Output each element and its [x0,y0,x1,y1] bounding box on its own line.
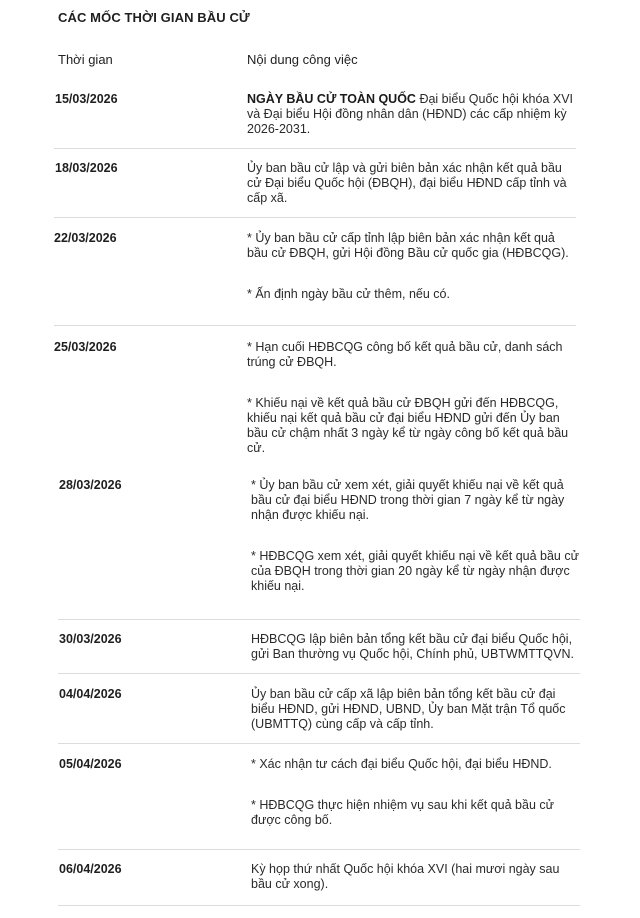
row-date: 22/03/2026 [54,231,117,245]
table-header [0,52,640,72]
row-date: 25/03/2026 [54,340,117,354]
row-content [247,231,577,302]
row-date: 05/04/2026 [59,757,122,771]
row-date: 28/03/2026 [59,478,122,492]
row-paragraph: * Ấn định ngày bầu cử thêm, nếu có. [247,287,450,301]
column-header-content: Nội dung công việc [247,52,358,67]
row-paragraph: * HĐBCQG xem xét, giải quyết khiếu nại về kết quả bầu cử của ĐBQH trong thời gian 20 ngày kể từ ngày nhận được khiếu nại. [251,549,579,593]
row-lead: NGÀY BẦU CỬ TOÀN QUỐC [247,92,416,106]
row-content [247,161,577,206]
divider [58,619,580,620]
row-paragraph: * HĐBCQG thực hiện nhiệm vụ sau khi kết quả bầu cử được công bố. [251,798,554,827]
row-content [251,687,581,732]
divider [58,849,580,850]
row-content [251,478,581,594]
row-date: 06/04/2026 [59,862,122,876]
row-paragraph: Kỳ họp thứ nhất Quốc hội khóa XVI (hai mươi ngày sau bầu cử xong). [251,862,560,891]
divider [54,217,576,218]
row-date: 30/03/2026 [59,632,122,646]
row-date: 15/03/2026 [55,92,118,106]
row-paragraph: * Ủy ban bầu cử xem xét, giải quyết khiếu nại về kết quả bầu cử đại biểu HĐND trong thời gian 7 ngày kể từ ngày nhận được khiếu nại. [251,478,565,522]
row-paragraph: Ủy ban bầu cử cấp xã lập biên bản tổng kết bầu cử đại biểu HĐND, gửi HĐND, UBND, Ủy ban Mặt trận Tổ quốc (UBMTTQ) cùng cấp và cấp tỉnh. [251,687,566,731]
row-content [247,340,577,456]
page-title: CÁC MỐC THỜI GIAN BẦU CỬ [58,10,250,25]
row-paragraph: Đại biểu Quốc hội khóa XVI và Đại biểu Hội đồng nhân dân (HĐND) các cấp nhiệm kỳ 2026-2031. [247,92,574,136]
row-paragraph: * Khiếu nại về kết quả bầu cử ĐBQH gửi đến HĐBCQG, khiếu nại kết quả bầu cử đại biểu HĐND gửi đến Ủy ban bầu cử chậm nhất 3 ngày kể từ ngày công bố kết quả bầu cử. [247,396,569,455]
row-paragraph: * Ủy ban bầu cử cấp tỉnh lập biên bản xác nhận kết quả bầu cử ĐBQH, gửi Hội đồng Bầu cử quốc gia (HĐBCQG). [247,231,569,260]
row-date: 04/04/2026 [59,687,122,701]
row-paragraph: HĐBCQG lập biên bản tổng kết bầu cử đại biểu Quốc hội, gửi Ban thường vụ Quốc hội, Chính phủ, UBTWMTTQVN. [251,632,574,661]
divider [58,673,580,674]
row-paragraph: * Xác nhận tư cách đại biểu Quốc hội, đại biểu HĐND. [251,757,552,771]
row-content [251,862,581,892]
row-paragraph: Ủy ban bầu cử lập và gửi biên bản xác nhận kết quả bầu cử Đại biểu Quốc hội (ĐBQH), đại biểu HĐND cấp tỉnh và cấp xã. [247,161,567,205]
column-header-time: Thời gian [58,52,113,67]
row-content [251,632,581,662]
divider [58,743,580,744]
row-date: 18/03/2026 [55,161,118,175]
row-paragraph: * Hạn cuối HĐBCQG công bố kết quả bầu cử, danh sách trúng cử ĐBQH. [247,340,563,369]
row-content [247,92,577,137]
row-content [251,757,581,828]
divider [54,148,576,149]
divider [58,905,580,906]
divider [54,325,576,326]
